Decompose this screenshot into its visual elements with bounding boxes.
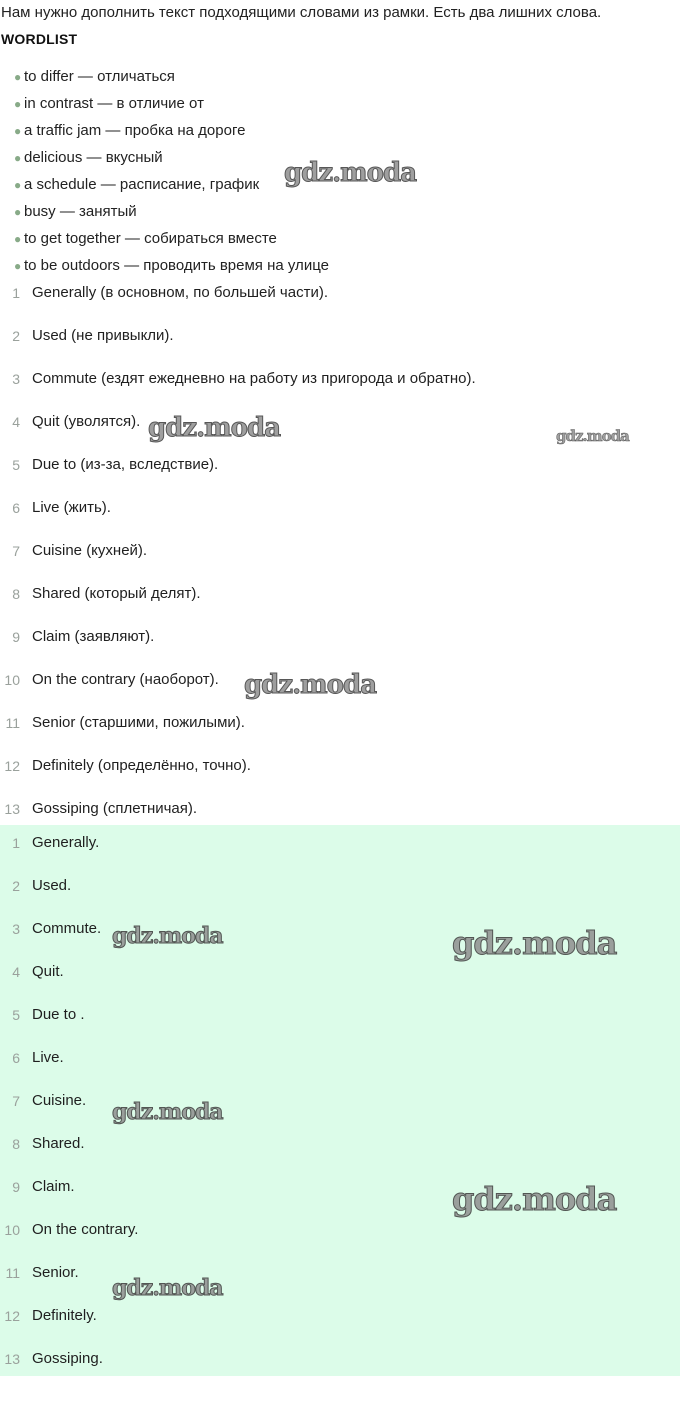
answer-text: Cuisine. bbox=[32, 1092, 87, 1109]
answer-number: 6 bbox=[12, 1050, 20, 1066]
short-answers-panel bbox=[0, 825, 680, 1376]
watermark: gdz.moda bbox=[112, 1275, 223, 1301]
answer-number: 12 bbox=[4, 1308, 20, 1324]
answer-number: 13 bbox=[4, 1351, 20, 1367]
watermark: gdz.moda bbox=[452, 1180, 617, 1218]
bullet-icon: ● bbox=[14, 124, 22, 138]
bullet-icon: ● bbox=[14, 259, 22, 273]
answer-text: On the contrary. bbox=[32, 1221, 139, 1238]
answer-number: 10 bbox=[4, 672, 20, 688]
answer-text: Quit. bbox=[32, 963, 64, 980]
list-item bbox=[14, 120, 329, 147]
watermark: gdz.moda bbox=[556, 427, 629, 445]
wordlist-entry: in contrast — в отличие от bbox=[24, 95, 204, 112]
answer-number: 9 bbox=[12, 629, 20, 645]
answer-number: 7 bbox=[12, 1093, 20, 1109]
answer-number: 3 bbox=[12, 921, 20, 937]
answer-number: 11 bbox=[5, 715, 20, 731]
answer-text: Live. bbox=[32, 1049, 64, 1066]
answer-text: Commute. bbox=[32, 920, 102, 937]
answer-number: 4 bbox=[12, 964, 20, 980]
wordlist bbox=[14, 66, 329, 282]
answer-text: On the contrary (наоборот). bbox=[32, 671, 219, 688]
bullet-icon: ● bbox=[14, 205, 22, 219]
bullet-icon: ● bbox=[14, 97, 22, 111]
watermark: gdz.moda bbox=[112, 1099, 223, 1125]
answer-number: 10 bbox=[4, 1222, 20, 1238]
answer-text: Used. bbox=[32, 877, 72, 894]
list-item bbox=[14, 228, 329, 255]
answer-number: 6 bbox=[12, 500, 20, 516]
answer-number: 2 bbox=[12, 328, 20, 344]
answer-text: Gossiping (сплетничая). bbox=[32, 800, 198, 817]
answer-number: 1 bbox=[12, 285, 20, 301]
wordlist-title: WORDLIST bbox=[1, 31, 78, 47]
answer-text: Claim (заявляют). bbox=[32, 628, 155, 645]
answer-text: Generally (в основном, по большей части). bbox=[32, 284, 329, 301]
answer-text: Due to . bbox=[32, 1006, 85, 1023]
watermark: gdz.moda bbox=[244, 670, 377, 700]
answer-text: Shared. bbox=[32, 1135, 85, 1152]
answer-text: Senior (старшими, пожилыми). bbox=[32, 714, 245, 731]
list-item bbox=[14, 66, 329, 93]
list-item bbox=[14, 93, 329, 120]
answer-text: Shared (который делят). bbox=[32, 585, 201, 602]
answer-number: 5 bbox=[12, 1007, 20, 1023]
list-item bbox=[14, 201, 329, 228]
answer-number: 8 bbox=[12, 1136, 20, 1152]
answer-number: 13 bbox=[4, 801, 20, 817]
wordlist-entry: to differ — отличаться bbox=[24, 68, 175, 85]
answer-text: Quit (уволятся). bbox=[32, 413, 141, 430]
watermark: gdz.moda bbox=[148, 413, 281, 443]
wordlist-entry: a traffic jam — пробка на дороге bbox=[24, 122, 246, 139]
answer-number: 4 bbox=[12, 414, 20, 430]
list-item bbox=[14, 174, 329, 201]
answer-text: Gossiping. bbox=[32, 1350, 103, 1367]
answer-number: 5 bbox=[12, 457, 20, 473]
answer-text: Used (не привыкли). bbox=[32, 327, 174, 344]
answer-number: 7 bbox=[12, 543, 20, 559]
answer-text: Commute (ездят ежедневно на работу из пригорода и обратно). bbox=[32, 370, 476, 387]
answer-text: Senior. bbox=[32, 1264, 79, 1281]
bullet-icon: ● bbox=[14, 232, 22, 246]
answer-number: 2 bbox=[12, 878, 20, 894]
list-item bbox=[14, 255, 329, 282]
answer-number: 8 bbox=[12, 586, 20, 602]
watermark: gdz.moda bbox=[452, 924, 617, 962]
wordlist-entry: to get together — собираться вместе bbox=[24, 230, 277, 247]
answer-text: Cuisine (кухней). bbox=[32, 542, 148, 559]
watermark: gdz.moda bbox=[112, 923, 223, 949]
wordlist-entry: a schedule — расписание, график bbox=[24, 176, 260, 193]
watermark: gdz.moda bbox=[284, 158, 417, 188]
list-item bbox=[14, 147, 329, 174]
bullet-icon: ● bbox=[14, 151, 22, 165]
answer-text: Claim. bbox=[32, 1178, 75, 1195]
wordlist-entry: busy — занятый bbox=[24, 203, 137, 220]
wordlist-entry: delicious — вкусный bbox=[24, 149, 163, 166]
answer-text: Definitely. bbox=[32, 1307, 97, 1324]
answer-text: Due to (из-за, вследствие). bbox=[32, 456, 219, 473]
wordlist-entry: to be outdoors — проводить время на улице bbox=[24, 257, 329, 274]
answer-text: Generally. bbox=[32, 834, 100, 851]
task-instruction: Нам нужно дополнить текст подходящими словами из рамки. Есть два лишних слова. bbox=[1, 4, 602, 21]
answer-number: 1 bbox=[12, 835, 20, 851]
answer-number: 3 bbox=[12, 371, 20, 387]
bullet-icon: ● bbox=[14, 70, 22, 84]
bullet-icon: ● bbox=[14, 178, 22, 192]
answer-text: Definitely (определённо, точно). bbox=[32, 757, 251, 774]
answer-number: 12 bbox=[4, 758, 20, 774]
answer-text: Live (жить). bbox=[32, 499, 111, 516]
answer-number: 9 bbox=[12, 1179, 20, 1195]
answer-number: 11 bbox=[5, 1265, 20, 1281]
